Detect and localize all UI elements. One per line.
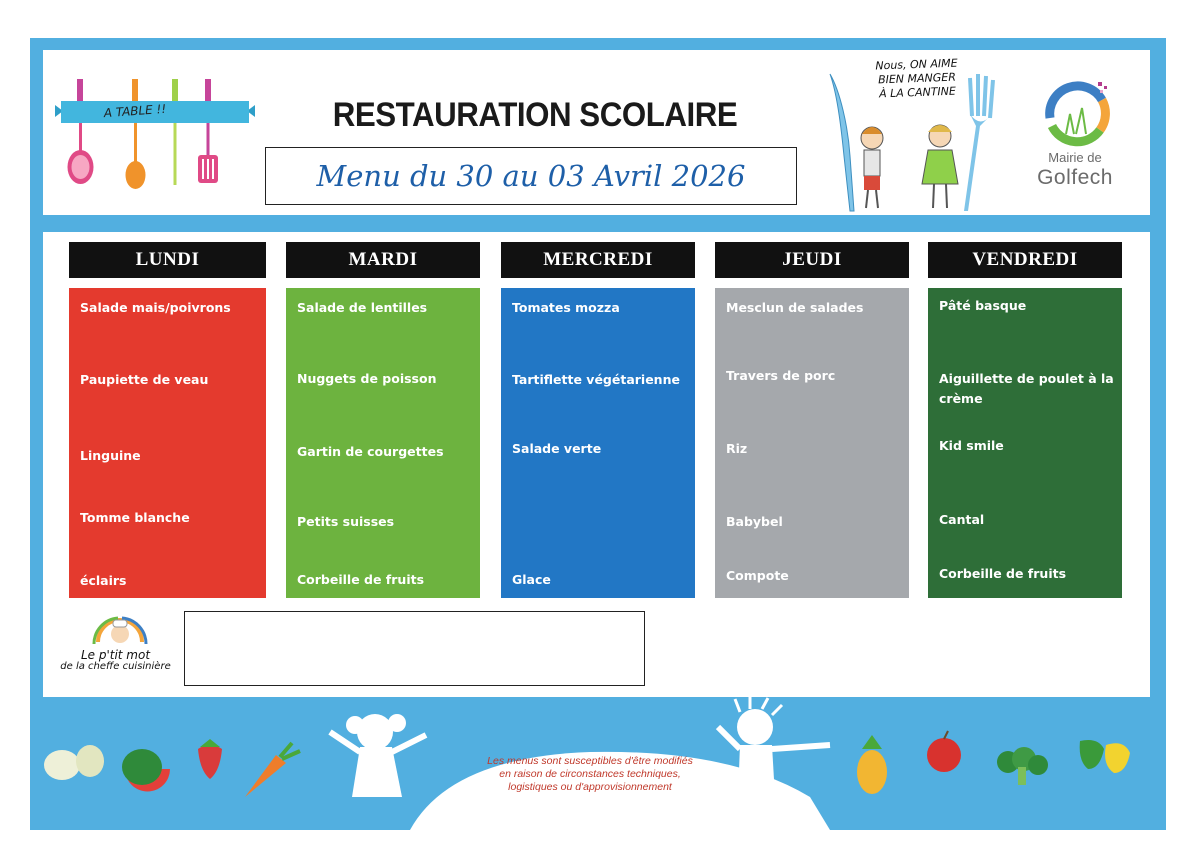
day-column-mardi <box>286 288 480 598</box>
mairie-line-2: Golfech <box>1037 166 1113 189</box>
dish-item: Petits suisses <box>297 514 395 529</box>
dish-item: Compote <box>726 568 789 583</box>
slogan-line-1: Nous, ON AIME <box>875 56 958 73</box>
slogan-line-2: BIEN MANGER <box>877 70 957 87</box>
slogan-line-3: À LA CANTINE <box>878 84 957 101</box>
dish-item: Mesclun de salades <box>726 300 864 315</box>
dish-item: Pâté basque <box>939 298 1027 313</box>
menu-disclaimer <box>470 755 710 794</box>
disclaimer-line-1: Les menus sont susceptibles d'être modifiés <box>487 755 693 767</box>
dish-item: Linguine <box>80 448 141 463</box>
disclaimer-line-2: en raison de circonstances techniques, <box>499 768 681 780</box>
dish-item: Tomme blanche <box>80 510 190 525</box>
dish-item: Paupiette de veau <box>80 372 209 387</box>
day-column-vendredi <box>928 288 1122 598</box>
dish-item: Babybel <box>726 514 783 529</box>
dish-item: Salade mais/poivrons <box>80 300 231 315</box>
dish-item: Corbeille de fruits <box>939 566 1067 581</box>
dish-item: Salade verte <box>512 441 602 456</box>
dish-item: Tomates mozza <box>512 300 620 315</box>
cheffe-label-line-1: Le p'tit mot <box>80 648 151 662</box>
dish-item: Tartiflette végétarienne <box>512 372 680 387</box>
mairie-golfech-logo <box>1040 78 1115 148</box>
dish-item: Nuggets de poisson <box>297 371 437 386</box>
day-header-jeudi: JEUDI <box>715 242 909 278</box>
day-header-vendredi: VENDREDI <box>928 242 1122 278</box>
day-header-lundi: LUNDI <box>69 242 266 278</box>
dish-item: Kid smile <box>939 438 1004 453</box>
dish-item: Salade de lentilles <box>297 300 428 315</box>
mairie-name <box>1010 150 1140 190</box>
menu-date-range: Menu du 30 au 03 Avril 2026 <box>265 147 797 205</box>
day-column-jeudi <box>715 288 909 598</box>
a-table-utensils-illustration <box>55 75 255 195</box>
page-title: RESTAURATION SCOLAIRE <box>332 96 738 134</box>
dish-item: Corbeille de fruits <box>297 572 425 587</box>
dish-item: éclairs <box>80 573 127 588</box>
dish-item: Glace <box>512 572 551 587</box>
cantine-slogan <box>861 56 972 102</box>
dish-item: Riz <box>726 441 748 456</box>
dish-item: Travers de porc <box>726 368 836 383</box>
cheffe-note-box <box>184 611 645 686</box>
cheffe-label-line-2: de la cheffe cuisinière <box>60 661 171 672</box>
day-header-mardi: MARDI <box>286 242 480 278</box>
day-column-mercredi <box>501 288 695 598</box>
dish-item: Cantal <box>939 512 985 527</box>
dish-item: Aiguillette de poulet à la crème <box>939 371 1114 406</box>
a-table-sign-text: A TABLE !! <box>103 101 167 121</box>
mairie-line-1: Mairie de <box>1048 150 1102 165</box>
day-column-lundi <box>69 288 266 598</box>
disclaimer-line-3: logistiques ou d'approvisionnement <box>508 781 672 793</box>
day-header-mercredi: MERCREDI <box>501 242 695 278</box>
dish-item: Gartin de courgettes <box>297 444 444 459</box>
cheffe-note-label <box>58 649 173 673</box>
